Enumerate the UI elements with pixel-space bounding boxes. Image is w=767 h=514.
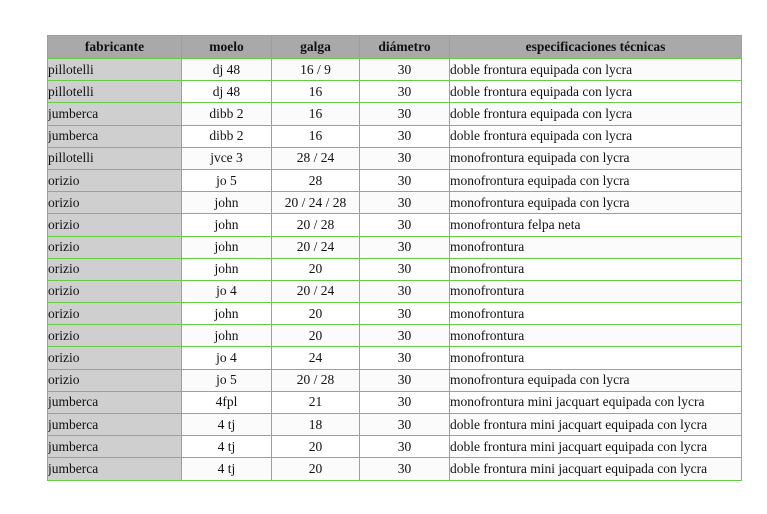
cell-fabricante: pillotelli [48,59,182,81]
header-diametro: diámetro [360,36,450,59]
cell-diametro: 30 [360,458,450,480]
cell-diametro: 30 [360,303,450,325]
table-header [48,36,742,59]
cell-modelo: jo 4 [182,280,272,302]
table-row [48,436,742,458]
cell-galga: 20 [272,436,360,458]
cell-especificaciones: monofrontura felpa neta [450,214,742,236]
header-modelo: moelo [182,36,272,59]
cell-especificaciones: monofrontura equipada con lycra [450,169,742,191]
cell-modelo: dj 48 [182,59,272,81]
cell-especificaciones: doble frontura equipada con lycra [450,103,742,125]
cell-galga: 20 / 28 [272,369,360,391]
cell-galga: 20 / 28 [272,214,360,236]
cell-fabricante: orizio [48,325,182,347]
cell-galga: 16 [272,81,360,103]
cell-diametro: 30 [360,347,450,369]
cell-galga: 20 [272,258,360,280]
table-row [48,192,742,214]
cell-fabricante: jumberca [48,458,182,480]
table-row [48,125,742,147]
table-body [48,59,742,481]
cell-diametro: 30 [360,280,450,302]
table-row [48,280,742,302]
cell-galga: 20 / 24 [272,280,360,302]
cell-diametro: 30 [360,369,450,391]
cell-diametro: 30 [360,214,450,236]
cell-diametro: 30 [360,81,450,103]
cell-especificaciones: monofrontura equipada con lycra [450,192,742,214]
cell-galga: 28 [272,169,360,191]
cell-especificaciones: monofrontura [450,325,742,347]
cell-diametro: 30 [360,147,450,169]
cell-modelo: 4fpl [182,391,272,413]
header-row [48,36,742,59]
cell-fabricante: jumberca [48,414,182,436]
cell-diametro: 30 [360,391,450,413]
cell-diametro: 30 [360,236,450,258]
cell-diametro: 30 [360,414,450,436]
cell-galga: 16 / 9 [272,59,360,81]
cell-modelo: dibb 2 [182,103,272,125]
header-fabricante: fabricante [48,36,182,59]
cell-especificaciones: monofrontura [450,303,742,325]
cell-galga: 20 / 24 [272,236,360,258]
cell-especificaciones: doble frontura equipada con lycra [450,125,742,147]
cell-especificaciones: doble frontura mini jacquart equipada con lycra [450,414,742,436]
table-row [48,347,742,369]
cell-especificaciones: monofrontura mini jacquart equipada con lycra [450,391,742,413]
cell-modelo: john [182,303,272,325]
cell-fabricante: orizio [48,280,182,302]
cell-especificaciones: monofrontura [450,236,742,258]
table-row [48,169,742,191]
cell-diametro: 30 [360,59,450,81]
table-row [48,258,742,280]
table-row [48,325,742,347]
cell-especificaciones: monofrontura equipada con lycra [450,369,742,391]
table-row [48,59,742,81]
cell-fabricante: orizio [48,169,182,191]
cell-especificaciones: monofrontura [450,347,742,369]
cell-diametro: 30 [360,125,450,147]
cell-diametro: 30 [360,169,450,191]
cell-especificaciones: monofrontura [450,258,742,280]
cell-especificaciones: doble frontura mini jacquart equipada con lycra [450,458,742,480]
cell-galga: 16 [272,103,360,125]
cell-modelo: 4 tj [182,436,272,458]
cell-especificaciones: monofrontura equipada con lycra [450,147,742,169]
cell-diametro: 30 [360,103,450,125]
cell-diametro: 30 [360,258,450,280]
table-row [48,81,742,103]
cell-fabricante: pillotelli [48,81,182,103]
cell-fabricante: orizio [48,214,182,236]
table-row [48,236,742,258]
header-especificaciones: especificaciones técnicas [450,36,742,59]
table-row [48,214,742,236]
cell-especificaciones: doble frontura equipada con lycra [450,59,742,81]
cell-fabricante: orizio [48,258,182,280]
cell-modelo: john [182,325,272,347]
cell-fabricante: jumberca [48,391,182,413]
cell-especificaciones: doble frontura mini jacquart equipada con lycra [450,436,742,458]
cell-fabricante: jumberca [48,125,182,147]
cell-modelo: john [182,236,272,258]
table-row [48,414,742,436]
cell-galga: 21 [272,391,360,413]
cell-fabricante: jumberca [48,436,182,458]
cell-fabricante: orizio [48,369,182,391]
cell-galga: 20 [272,303,360,325]
cell-modelo: jo 5 [182,169,272,191]
cell-especificaciones: doble frontura equipada con lycra [450,81,742,103]
cell-modelo: jo 4 [182,347,272,369]
cell-galga: 20 [272,458,360,480]
machines-table [47,35,742,481]
cell-diametro: 30 [360,325,450,347]
cell-especificaciones: monofrontura [450,280,742,302]
cell-fabricante: orizio [48,347,182,369]
cell-galga: 28 / 24 [272,147,360,169]
cell-modelo: 4 tj [182,414,272,436]
cell-fabricante: orizio [48,303,182,325]
cell-modelo: john [182,214,272,236]
table-row [48,303,742,325]
cell-fabricante: pillotelli [48,147,182,169]
cell-fabricante: jumberca [48,103,182,125]
cell-galga: 24 [272,347,360,369]
table-row [48,391,742,413]
cell-modelo: john [182,258,272,280]
cell-fabricante: orizio [48,192,182,214]
cell-diametro: 30 [360,436,450,458]
cell-galga: 18 [272,414,360,436]
cell-diametro: 30 [360,192,450,214]
cell-modelo: dj 48 [182,81,272,103]
cell-modelo: dibb 2 [182,125,272,147]
cell-galga: 20 / 24 / 28 [272,192,360,214]
cell-modelo: 4 tj [182,458,272,480]
table-row [48,458,742,480]
cell-modelo: john [182,192,272,214]
cell-modelo: jvce 3 [182,147,272,169]
cell-galga: 20 [272,325,360,347]
table-row [48,369,742,391]
header-galga: galga [272,36,360,59]
cell-modelo: jo 5 [182,369,272,391]
cell-galga: 16 [272,125,360,147]
table-row [48,147,742,169]
cell-fabricante: orizio [48,236,182,258]
table-row [48,103,742,125]
